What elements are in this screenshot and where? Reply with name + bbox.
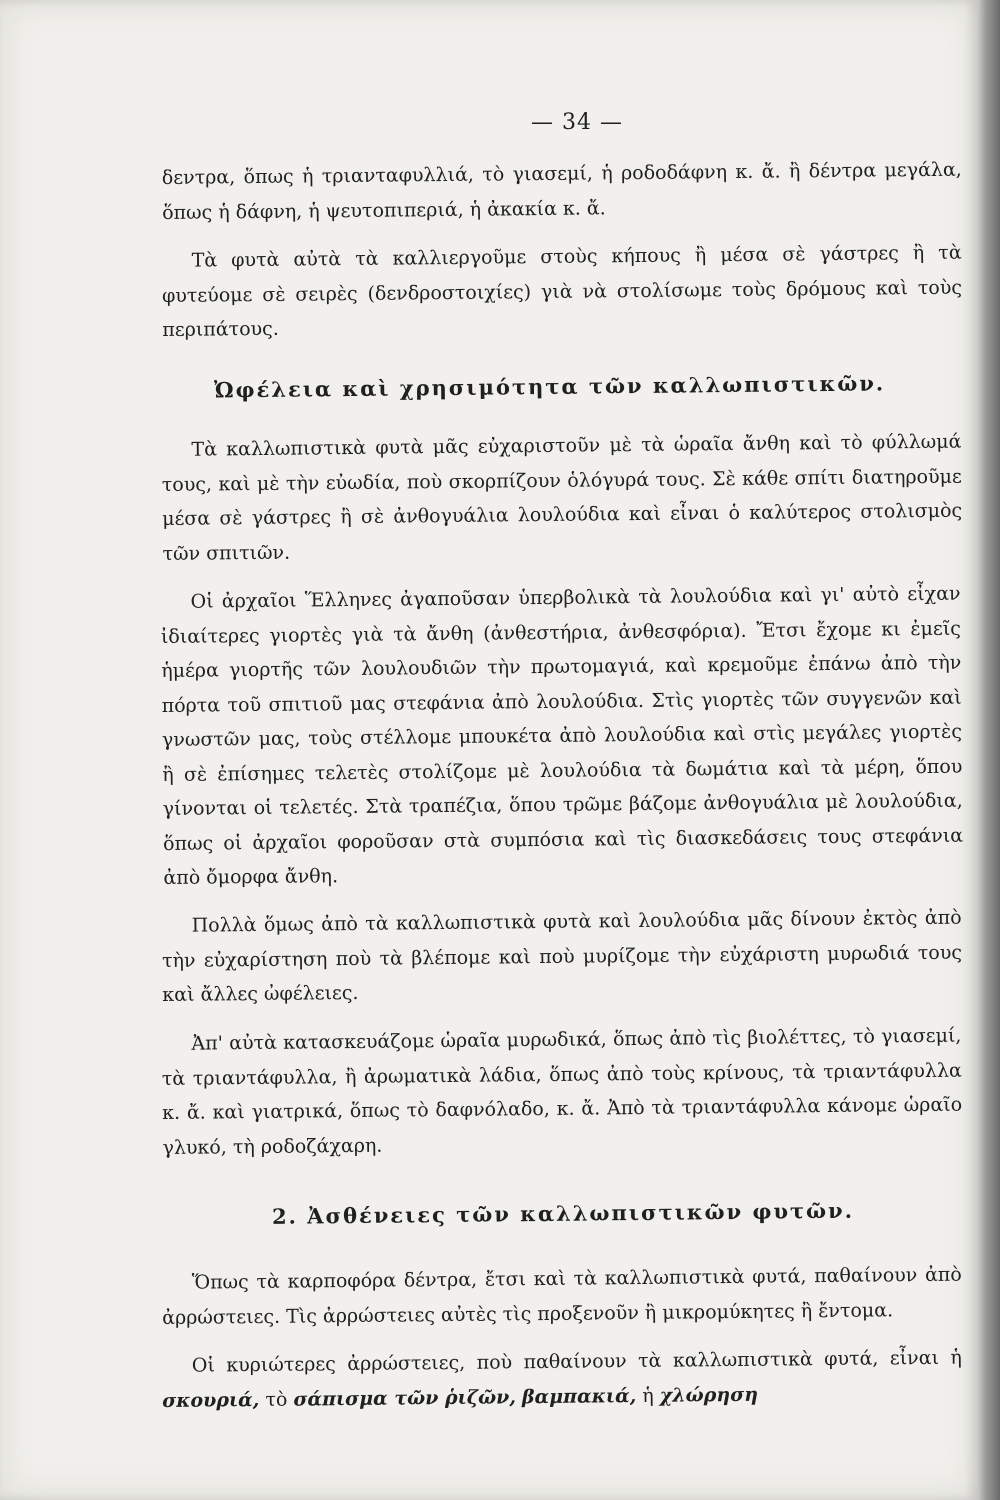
term-rust: σκουριά, [162,1387,260,1411]
term-root-rot: σάπισμα τῶν ῥιζῶν, [293,1385,517,1410]
paragraph-ornamental-plants: Τὰ καλλωπιστικὰ φυτὰ μᾶς εὐχαριστοῦν μὲ τὰ ὡραῖα ἄνθη καὶ τὸ φύλλωμά τους, καὶ μὲ τὴν εὐωδία, ποὺ σκορπίζουν ὁλόγυρά τους. Σὲ κάθε σπίτι διατηροῦμε μέσα σὲ γάστρες ἢ σὲ ἀνθογυάλια λουλούδια καὶ εἶναι ὁ καλύτερος στολισμὸς τῶν σπιτιῶν. [161,430,963,564]
term-cotton: βαμπακιά, [521,1384,637,1408]
text-article: τὸ [265,1387,288,1410]
paragraph-main-diseases [162,1340,963,1417]
section-heading-benefits: Ὠφέλεια καὶ χρησιμότητα τῶν καλλωπιστικῶν. [213,369,886,402]
term-chlorosis: χλώρηση [659,1382,759,1406]
paragraph-perfumes: Ἀπ' αὐτὰ κατασκευάζομε ὡραῖα μυρωδικά, ὅπως ἀπὸ τὶς βιολέττες, τὸ γιασεμί, τὰ τριαντάφυλλα, ἢ ἀρωματικὰ λάδια, ὅπως ἀπὸ τοὺς κρίνους, τὰ τριαντάφυλλα κ. ἄ. καὶ γιατρικά, ὅπως τὸ δαφνόλαδο, κ. ἄ. Ἀπὸ τὰ τριαντάφυλλα κάνομε ὡραῖο γλυκό, τὴ ροδοζάχαρη. [161,1024,963,1158]
page-content [162,110,962,1432]
paragraph-trees: δεντρα, ὅπως ἡ τριανταφυλλιά, τὸ γιασεμί, ἡ ροδοδάφνη κ. ἄ. ἢ δέντρα μεγάλα, ὅπως ἡ δάφνη, ἡ ψευτοπιπεριά, ἡ ἀκακία κ. ἄ. [161,158,962,224]
page-number: — 34 — [531,110,623,135]
text-article-2: ἡ [642,1383,654,1406]
section-heading-diseases: 2. Ἀσθένειες τῶν καλλωπιστικῶν φυτῶν. [271,1197,855,1229]
paragraph-ancient-greeks: Οἱ ἀρχαῖοι Ἕλληνες ἀγαποῦσαν ὑπερβολικὰ τὰ λουλούδια καὶ γι' αὐτὸ εἶχαν ἰδιαίτερες γιορτὲς γιὰ τὰ ἄνθη (ἀνθεστήρια, ἀνθεσφόρια). Ἔτσι ἔχομε κι ἐμεῖς ἡμέρα γιορτῆς τῶν λουλουδιῶν τὴν πρωτομαγιά, καὶ κρεμοῦμε ἐπάνω ἀπὸ τὴν πόρτα τοῦ σπιτιοῦ μας στεφάνια ἀπὸ λουλούδια. Στὶς γιορτὲς τῶν συγγενῶν καὶ γνωστῶν μας, τοὺς στέλλομε μπουκέτα ἀπὸ λουλούδια καὶ στὶς μεγάλες γιορτὲς ἢ σὲ ἐπίσημες τελετὲς στολίζομε μὲ λουλούδια τὰ δωμάτια καὶ τὰ μέρη, ὅπου γίνονται οἱ τελετές. Στὰ τραπέζια, ὅπου τρῶμε βάζομε ἀνθογυάλια μὲ λουλούδια, ὅπως οἱ ἀρχαῖοι φοροῦσαν στὰ συμπόσια καὶ τὶς διασκεδάσεις τους στεφάνια ἀπὸ ὄμορφα ἄνθη. [160,582,964,889]
page-edge [978,0,1000,1500]
paragraph-other-benefits: Πολλὰ ὅμως ἀπὸ τὰ καλλωπιστικὰ φυτὰ καὶ λουλούδια μᾶς δίνουν ἐκτὸς ἀπὸ τὴν εὐχαρίστηση ποὺ τὰ βλέπομε καὶ ποὺ μυρίζομε τὴν εὐχάριστη μυρωδιά τους καὶ ἄλλες ὠφέλειες. [161,906,963,1006]
paragraph-diseases-intro: Ὅπως τὰ καρποφόρα δέντρα, ἔτσι καὶ τὰ καλλωπιστικὰ φυτά, παθαίνουν ἀπὸ ἀρρώστειες. Τὶς ἀρρώστειες αὐτὲς τὶς προξενοῦν ἢ μικρομύκητες ἢ ἔντομα. [162,1263,962,1328]
paragraph-cultivation: Τὰ φυτὰ αὐτὰ τὰ καλλιεργοῦμε στοὺς κήπους ἢ μέσα σὲ γάστρες ἢ τὰ φυτεύομε σὲ σειρὲς (δενδροστοιχίες) γιὰ νὰ στολίσωμε τοὺς δρόμους καὶ τοὺς περιπάτους. [161,241,963,341]
text-intro: Οἱ κυριώτερες ἀρρώστειες, ποὺ παθαίνουν τὰ καλλωπιστικὰ φυτά, εἶναι ἡ [191,1346,962,1377]
